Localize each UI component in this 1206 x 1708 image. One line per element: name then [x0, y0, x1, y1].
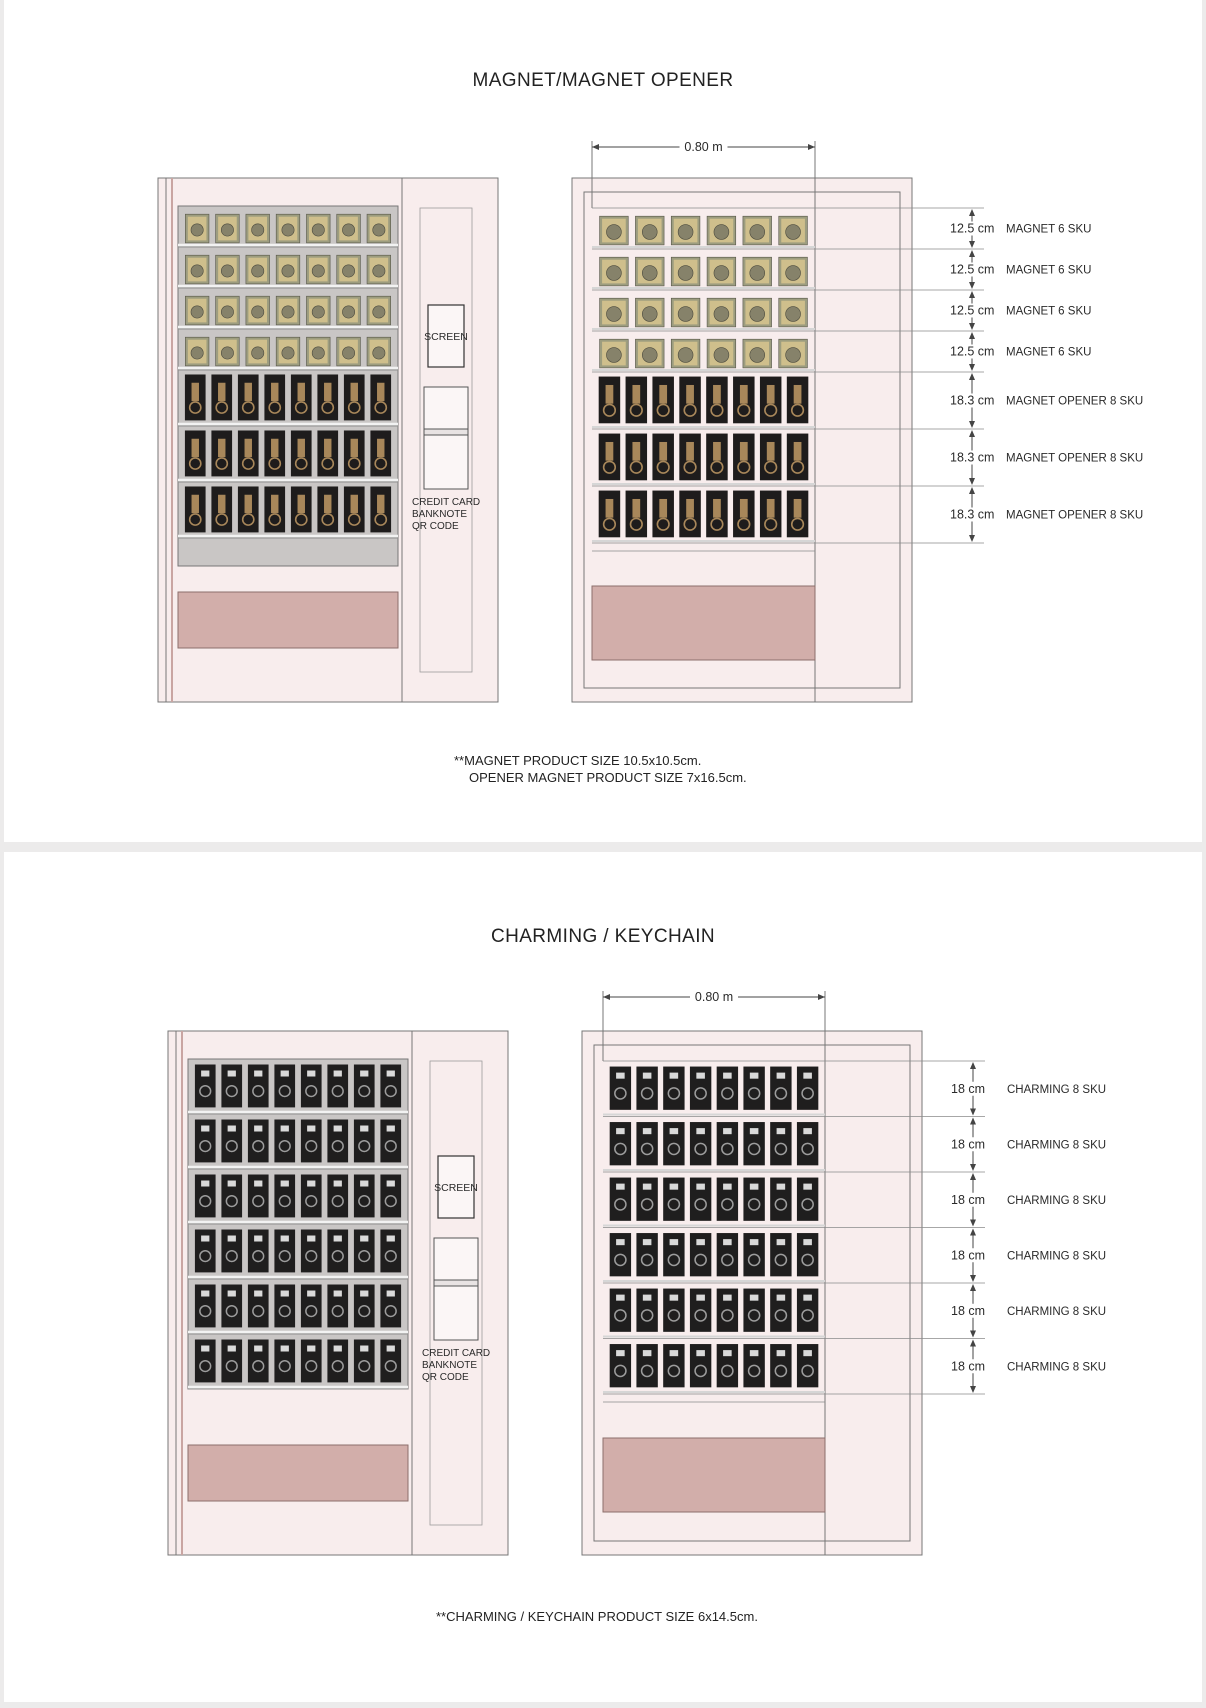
row-arrow-bottom: [970, 1220, 976, 1227]
magnet-product-emblem: [221, 306, 233, 318]
keychain-product-tag: [228, 1071, 236, 1077]
row-height-label: 18 cm: [951, 1359, 986, 1374]
keychain-product-tag: [670, 1184, 679, 1190]
width-arrow-right: [818, 994, 825, 1000]
row-height-label: 12.5 cm: [950, 262, 995, 277]
width-arrow-left: [603, 994, 610, 1000]
keychain-product-tag: [696, 1239, 705, 1245]
width-dimension-label: 0.80 m: [684, 140, 723, 154]
row-sku-label: CHARMING 8 SKU: [1007, 1194, 1107, 1207]
row-arrow-bottom: [970, 1164, 976, 1171]
keychain-product-tag: [723, 1295, 732, 1301]
payment-method-label: BANKNOTE: [412, 509, 468, 520]
card-reader-slot: [434, 1238, 478, 1340]
row-arrow-bottom: [969, 364, 975, 371]
payment-method-label: QR CODE: [422, 1372, 469, 1383]
row-height-label: 18 cm: [951, 1248, 986, 1263]
keychain-product-tag: [670, 1350, 679, 1356]
side-pickup-tray: [592, 586, 815, 660]
keychain-product-tag: [616, 1184, 625, 1190]
keychain-product-tag: [360, 1181, 368, 1187]
row-arrow-top: [970, 1173, 976, 1180]
row-arrow-top: [969, 332, 975, 339]
banknote-slot: [424, 429, 468, 435]
keychain-product-tag: [334, 1291, 342, 1297]
keychain-product-tag: [281, 1291, 289, 1297]
magnet-opener-body: [686, 385, 694, 404]
keychain-product-tag: [750, 1295, 759, 1301]
magnet-product-emblem: [750, 225, 765, 240]
keychain-product-tag: [334, 1071, 342, 1077]
keychain-product-tag: [360, 1126, 368, 1132]
row-arrow-bottom: [970, 1275, 976, 1282]
keychain-product-tag: [360, 1291, 368, 1297]
keychain-product-tag: [723, 1184, 732, 1190]
keychain-product-tag: [228, 1126, 236, 1132]
row-sku-label: MAGNET 6 SKU: [1006, 264, 1092, 277]
row-arrow-top: [970, 1118, 976, 1125]
magnet-opener-body: [740, 442, 748, 461]
keychain-product-tag: [387, 1236, 395, 1242]
magnet-opener-body: [377, 383, 384, 401]
banknote-slot: [434, 1280, 478, 1286]
row-arrow-top: [970, 1284, 976, 1291]
magnet-product-emblem: [678, 225, 693, 240]
magnet-product-emblem: [312, 224, 324, 236]
magnet-opener-body: [351, 439, 358, 457]
magnet-product-emblem: [282, 306, 294, 318]
magnet-product-emblem: [750, 266, 765, 281]
keychain-product-tag: [696, 1073, 705, 1079]
row-arrow-bottom: [969, 282, 975, 289]
row-sku-label: CHARMING 8 SKU: [1007, 1083, 1107, 1096]
magnet-opener-body: [767, 442, 775, 461]
row-sku-label: MAGNET 6 SKU: [1006, 305, 1092, 318]
magnet-product-emblem: [786, 348, 801, 363]
charming-section-title: CHARMING / KEYCHAIN: [490, 926, 715, 947]
keychain-product-tag: [750, 1350, 759, 1356]
keychain-product-tag: [281, 1126, 289, 1132]
keychain-product-tag: [201, 1236, 209, 1242]
magnet-opener-body: [794, 385, 802, 404]
width-dimension-label: 0.80 m: [694, 990, 734, 1004]
magnet-product-emblem: [221, 347, 233, 359]
row-height-label: 18.3 cm: [950, 393, 995, 408]
keychain-product-tag: [201, 1126, 209, 1132]
magnet-opener-body: [632, 442, 640, 461]
screen-label: SCREEN: [424, 331, 468, 343]
row-sku-label: MAGNET OPENER 8 SKU: [1006, 509, 1144, 522]
magnet-product-emblem: [606, 266, 621, 281]
keychain-product-tag: [643, 1073, 652, 1079]
magnet-product-emblem: [221, 265, 233, 277]
keychain-product-tag: [387, 1291, 395, 1297]
magnet-product-emblem: [282, 224, 294, 236]
screen-label: SCREEN: [434, 1182, 478, 1194]
magnet-opener-body: [632, 499, 640, 518]
row-arrow-bottom: [970, 1386, 976, 1393]
magnet-product-emblem: [191, 265, 203, 277]
magnet-product-emblem: [373, 347, 385, 359]
magnet-opener-body: [271, 383, 278, 401]
row-sku-label: CHARMING 8 SKU: [1007, 1305, 1107, 1318]
keychain-product-tag: [696, 1350, 705, 1356]
magnet-opener-body: [218, 439, 225, 457]
keychain-product-tag: [803, 1128, 812, 1134]
magnet-product-emblem: [642, 307, 657, 322]
magnet-opener-body: [659, 385, 667, 404]
magnet-opener-body: [713, 385, 721, 404]
row-height-label: 18 cm: [951, 1303, 986, 1318]
width-arrow-right: [808, 144, 815, 150]
keychain-product-tag: [670, 1239, 679, 1245]
magnet-product-emblem: [282, 347, 294, 359]
magnet-product-emblem: [606, 307, 621, 322]
magnet-opener-body: [686, 499, 694, 518]
magnet-front-view: [158, 178, 498, 702]
magnet-dimension-view: [572, 139, 1143, 702]
keychain-product-tag: [307, 1071, 315, 1077]
row-arrow-top: [969, 430, 975, 437]
magnet-opener-body: [271, 439, 278, 457]
magnet-product-emblem: [642, 266, 657, 281]
keychain-product-tag: [254, 1236, 262, 1242]
magnet-opener-body: [767, 499, 775, 518]
row-arrow-bottom: [970, 1109, 976, 1116]
magnet-opener-body: [271, 495, 278, 513]
magnet-product-emblem: [282, 265, 294, 277]
keychain-product-tag: [696, 1128, 705, 1134]
keychain-product-tag: [307, 1346, 315, 1352]
keychain-product-tag: [723, 1073, 732, 1079]
keychain-product-tag: [307, 1181, 315, 1187]
magnet-opener-body: [298, 495, 305, 513]
magnet-product-emblem: [642, 225, 657, 240]
keychain-product-tag: [228, 1291, 236, 1297]
keychain-product-tag: [803, 1295, 812, 1301]
row-arrow-bottom: [970, 1331, 976, 1338]
keychain-product-tag: [360, 1346, 368, 1352]
front-pickup-tray: [188, 1445, 408, 1501]
keychain-product-tag: [201, 1181, 209, 1187]
keychain-product-tag: [777, 1073, 786, 1079]
magnet-opener-body: [659, 442, 667, 461]
magnet-opener-body: [794, 442, 802, 461]
row-sku-label: MAGNET OPENER 8 SKU: [1006, 452, 1144, 465]
magnet-product-emblem: [191, 347, 203, 359]
row-height-label: 18.3 cm: [950, 507, 995, 522]
keychain-product-tag: [696, 1295, 705, 1301]
section-magnet: [158, 139, 1143, 702]
row-arrow-top: [969, 373, 975, 380]
magnet-product-emblem: [678, 307, 693, 322]
magnet-product-emblem: [191, 224, 203, 236]
magnet-product-emblem: [252, 265, 264, 277]
magnet-opener-body: [218, 495, 225, 513]
magnet-opener-body: [686, 442, 694, 461]
payment-method-label: CREDIT CARD: [412, 497, 481, 508]
row-height-label: 12.5 cm: [950, 344, 995, 359]
keychain-product-tag: [307, 1126, 315, 1132]
payment-method-label: BANKNOTE: [422, 1360, 478, 1371]
keychain-product-tag: [334, 1346, 342, 1352]
keychain-product-tag: [803, 1184, 812, 1190]
magnet-product-emblem: [342, 306, 354, 318]
keychain-product-tag: [307, 1236, 315, 1242]
keychain-product-tag: [723, 1350, 732, 1356]
magnet-product-emblem: [786, 266, 801, 281]
magnet-product-emblem: [312, 265, 324, 277]
row-arrow-top: [970, 1062, 976, 1069]
keychain-product-tag: [228, 1181, 236, 1187]
magnet-product-emblem: [373, 265, 385, 277]
keychain-product-tag: [254, 1071, 262, 1077]
keychain-product-tag: [387, 1346, 395, 1352]
magnet-note-line: **MAGNET PRODUCT SIZE 10.5x10.5cm.: [454, 753, 702, 768]
keychain-product-tag: [228, 1236, 236, 1242]
magnet-product-emblem: [714, 348, 729, 363]
magnet-opener-body: [192, 383, 199, 401]
row-sku-label: CHARMING 8 SKU: [1007, 1250, 1107, 1263]
magnet-opener-body: [377, 439, 384, 457]
magnet-opener-body: [606, 499, 614, 518]
row-sku-label: MAGNET 6 SKU: [1006, 346, 1092, 359]
magnet-opener-body: [298, 383, 305, 401]
magnet-product-emblem: [342, 347, 354, 359]
magnet-opener-body: [218, 383, 225, 401]
row-height-label: 18.3 cm: [950, 450, 995, 465]
magnet-product-emblem: [714, 225, 729, 240]
width-arrow-left: [592, 144, 599, 150]
keychain-product-tag: [803, 1239, 812, 1245]
magnet-product-emblem: [786, 307, 801, 322]
row-height-label: 12.5 cm: [950, 221, 995, 236]
magnet-opener-body: [740, 499, 748, 518]
keychain-product-tag: [643, 1184, 652, 1190]
magnet-opener-body: [377, 495, 384, 513]
magnet-product-emblem: [678, 348, 693, 363]
row-arrow-top: [969, 209, 975, 216]
magnet-opener-body: [713, 499, 721, 518]
magnet-opener-body: [351, 383, 358, 401]
keychain-product-tag: [254, 1181, 262, 1187]
keychain-product-tag: [670, 1295, 679, 1301]
magnet-product-emblem: [221, 224, 233, 236]
row-height-label: 18 cm: [951, 1081, 986, 1096]
magnet-opener-body: [767, 385, 775, 404]
side-pickup-tray: [603, 1438, 825, 1512]
row-sku-label: MAGNET 6 SKU: [1006, 223, 1092, 236]
magnet-product-emblem: [312, 347, 324, 359]
keychain-product-tag: [201, 1071, 209, 1077]
keychain-product-tag: [803, 1073, 812, 1079]
charming-note-line: **CHARMING / KEYCHAIN PRODUCT SIZE 6x14.5cm.: [436, 1609, 758, 1624]
magnet-product-emblem: [373, 306, 385, 318]
keychain-product-tag: [281, 1071, 289, 1077]
keychain-product-tag: [643, 1350, 652, 1356]
magnet-opener-body: [192, 495, 199, 513]
row-arrow-top: [969, 250, 975, 257]
front-pickup-tray: [178, 592, 398, 648]
magnet-product-emblem: [342, 265, 354, 277]
keychain-product-tag: [254, 1126, 262, 1132]
keychain-product-tag: [387, 1181, 395, 1187]
payment-method-label: QR CODE: [412, 521, 459, 532]
magnet-opener-body: [324, 383, 331, 401]
magnet-section-title: MAGNET/MAGNET OPENER: [472, 70, 734, 91]
keychain-product-tag: [281, 1346, 289, 1352]
keychain-product-tag: [254, 1346, 262, 1352]
magnet-product-emblem: [678, 266, 693, 281]
magnet-opener-body: [606, 385, 614, 404]
magnet-product-emblem: [373, 224, 385, 236]
row-height-label: 18 cm: [951, 1137, 986, 1152]
keychain-product-tag: [281, 1236, 289, 1242]
keychain-product-tag: [334, 1181, 342, 1187]
magnet-product-emblem: [191, 306, 203, 318]
keychain-product-tag: [750, 1184, 759, 1190]
charming-dimension-view: [582, 989, 1106, 1555]
keychain-product-tag: [228, 1346, 236, 1352]
keychain-product-tag: [777, 1128, 786, 1134]
keychain-product-tag: [643, 1128, 652, 1134]
keychain-product-tag: [307, 1291, 315, 1297]
magnet-product-emblem: [714, 307, 729, 322]
magnet-opener-body: [794, 499, 802, 518]
keychain-product-tag: [696, 1184, 705, 1190]
row-arrow-bottom: [969, 535, 975, 542]
magnet-product-emblem: [606, 348, 621, 363]
magnet-opener-body: [740, 385, 748, 404]
keychain-product-tag: [777, 1350, 786, 1356]
magnet-opener-body: [324, 495, 331, 513]
row-arrow-bottom: [969, 241, 975, 248]
section-charming: [168, 989, 1106, 1555]
keychain-product-tag: [670, 1073, 679, 1079]
charming-front-view: [168, 1031, 508, 1555]
keychain-product-tag: [616, 1239, 625, 1245]
keychain-product-tag: [616, 1073, 625, 1079]
row-sku-label: CHARMING 8 SKU: [1007, 1139, 1107, 1152]
magnet-opener-body: [245, 495, 252, 513]
magnet-opener-body: [659, 499, 667, 518]
keychain-product-tag: [643, 1295, 652, 1301]
keychain-product-tag: [750, 1239, 759, 1245]
magnet-opener-body: [245, 439, 252, 457]
keychain-product-tag: [387, 1126, 395, 1132]
magnet-product-emblem: [714, 266, 729, 281]
keychain-product-tag: [334, 1236, 342, 1242]
magnet-product-emblem: [642, 348, 657, 363]
magnet-opener-body: [192, 439, 199, 457]
magnet-opener-body: [713, 442, 721, 461]
magnet-opener-body: [351, 495, 358, 513]
keychain-product-tag: [387, 1071, 395, 1077]
row-arrow-top: [970, 1229, 976, 1236]
magnet-opener-body: [298, 439, 305, 457]
row-arrow-top: [969, 487, 975, 494]
keychain-product-tag: [281, 1181, 289, 1187]
keychain-product-tag: [616, 1295, 625, 1301]
magnet-product-emblem: [252, 306, 264, 318]
keychain-product-tag: [777, 1295, 786, 1301]
keychain-product-tag: [777, 1239, 786, 1245]
keychain-product-tag: [334, 1126, 342, 1132]
keychain-product-tag: [723, 1239, 732, 1245]
keychain-product-tag: [723, 1128, 732, 1134]
opener-note-line: OPENER MAGNET PRODUCT SIZE 7x16.5cm.: [469, 770, 747, 785]
row-arrow-bottom: [969, 421, 975, 428]
keychain-product-tag: [201, 1346, 209, 1352]
keychain-product-tag: [670, 1128, 679, 1134]
keychain-product-tag: [643, 1239, 652, 1245]
keychain-product-tag: [360, 1071, 368, 1077]
keychain-product-tag: [360, 1236, 368, 1242]
row-arrow-top: [969, 291, 975, 298]
row-height-label: 12.5 cm: [950, 303, 995, 318]
magnet-opener-body: [606, 442, 614, 461]
keychain-product-tag: [750, 1128, 759, 1134]
magnet-product-emblem: [750, 307, 765, 322]
keychain-product-tag: [201, 1291, 209, 1297]
magnet-product-emblem: [252, 224, 264, 236]
row-arrow-bottom: [969, 323, 975, 330]
keychain-product-tag: [254, 1291, 262, 1297]
card-reader-slot: [424, 387, 468, 489]
magnet-product-emblem: [750, 348, 765, 363]
magnet-opener-body: [324, 439, 331, 457]
keychain-product-tag: [616, 1350, 625, 1356]
magnet-product-emblem: [786, 225, 801, 240]
row-arrow-top: [970, 1340, 976, 1347]
row-height-label: 18 cm: [951, 1192, 986, 1207]
magnet-opener-body: [632, 385, 640, 404]
keychain-product-tag: [777, 1184, 786, 1190]
magnet-product-emblem: [312, 306, 324, 318]
magnet-product-emblem: [606, 225, 621, 240]
keychain-product-tag: [616, 1128, 625, 1134]
payment-method-label: CREDIT CARD: [422, 1348, 491, 1359]
magnet-product-emblem: [252, 347, 264, 359]
row-sku-label: CHARMING 8 SKU: [1007, 1361, 1107, 1374]
row-arrow-bottom: [969, 478, 975, 485]
keychain-product-tag: [750, 1073, 759, 1079]
row-sku-label: MAGNET OPENER 8 SKU: [1006, 395, 1144, 408]
magnet-product-emblem: [342, 224, 354, 236]
keychain-product-tag: [803, 1350, 812, 1356]
magnet-opener-body: [245, 383, 252, 401]
